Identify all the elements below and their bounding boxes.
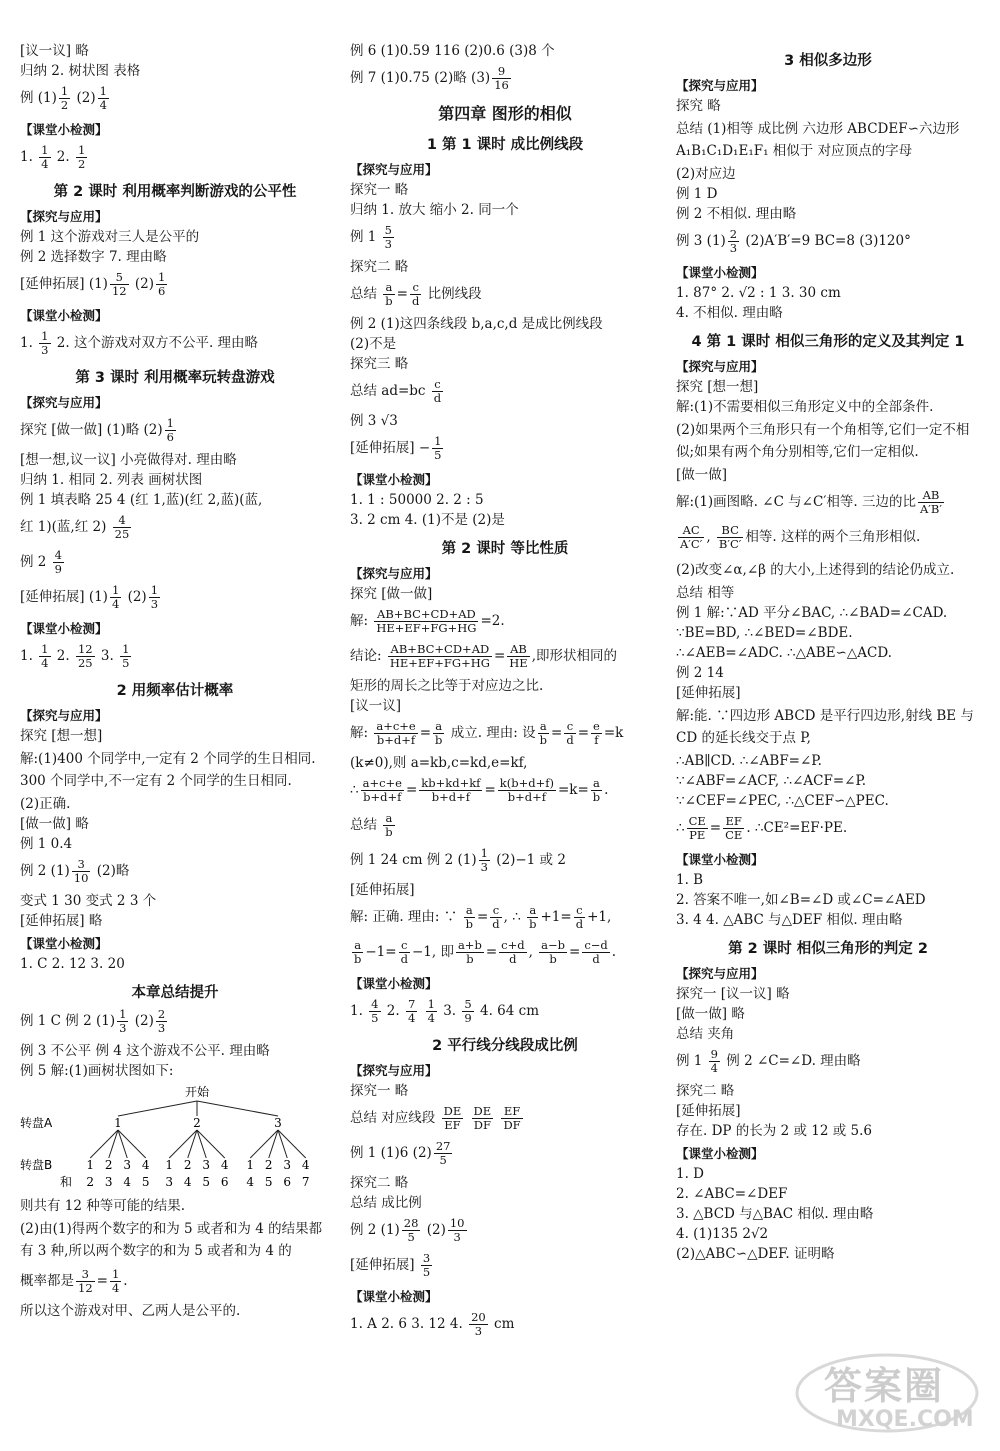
- summary-line: 归纳 2. 树状图 表格: [20, 63, 141, 79]
- lesson-heading: 第 2 课时 等比性质: [441, 541, 569, 557]
- tree-branch-line: [118, 1101, 197, 1116]
- answer-line: 1. C 2. 12 3. 20: [20, 956, 125, 972]
- solution-line: ∴ $\frac{a+c+e}{b+d+f}$ = $\frac{kb+kd+kf}{b+d+f}$ = $\frac{k(b+d+f)}{b+d+f}$ =k= $\frac{a}{b}$ .: [350, 776, 609, 804]
- tree-sum-value: 2: [86, 1175, 95, 1189]
- section-label: 【探究与应用】: [350, 566, 438, 581]
- proof-line: ∴AB∥CD. ∴∠ABF=∠P.: [676, 753, 822, 769]
- summary-line: 总结 ad=bc $\frac{c}{d}$: [350, 377, 442, 405]
- watermark-logo: [792, 1351, 982, 1437]
- example-line: 例 2 不相似. 理由略: [676, 206, 797, 222]
- section-label: 【探究与应用】: [20, 708, 108, 723]
- answer-column-3: [676, 40, 980, 1266]
- discuss-line: [议一议]: [350, 698, 402, 714]
- tree-sum-value: 4: [183, 1175, 192, 1189]
- proof-text: 解:能. ∵四边形 ABCD 是平行四边形,射线 BE 与 CD 的延长线交于点 P,: [676, 708, 974, 746]
- probability-line: 概率都是 $\frac{3}{12}$ = $\frac{1}{4}$ .: [20, 1267, 128, 1295]
- section-label: 【课堂小检测】: [20, 308, 108, 323]
- tree-node-a: 1: [114, 1116, 122, 1130]
- explore-line: 探究 [想一想]: [676, 379, 759, 395]
- example-line: 红 1)(蓝,红 2) $\frac{4}{25}$: [20, 513, 130, 541]
- result-line: 则共有 12 种等可能的结果.: [20, 1198, 186, 1214]
- example-line: 例 2 (1) $\frac{28}{5}$ (2) $\frac{10}{3}$: [350, 1216, 465, 1244]
- example-line: 例 2 $\frac{4}{9}$: [20, 548, 62, 576]
- tree-node-b: 3: [202, 1158, 211, 1172]
- tree-node-b: 4: [141, 1158, 150, 1172]
- answer-line: 1. $\frac{1}{3}$ 2. 这个游戏对双方不公平. 理由略: [20, 329, 259, 357]
- tree-sum-value: 5: [264, 1175, 273, 1189]
- summary-text: 总结 (1)相等 成比例 六边形 ABCDEF∽六边形 A₁B₁C₁D₁E₁F₁ 相似于 对应顶点的字母: [676, 121, 960, 159]
- answer-line: (2)△ABC∽△DEF. 证明略: [676, 1246, 835, 1262]
- example-line: 例 2 (1) $\frac{3}{10}$ (2)略: [20, 857, 130, 885]
- tree-node-b: 2: [104, 1158, 113, 1172]
- section-label: 【课堂小检测】: [20, 936, 108, 951]
- summary-line: 总结 $\frac{a}{b}$: [350, 811, 393, 839]
- answer-column-1: [20, 40, 330, 1323]
- tree-node-b: 3: [123, 1158, 132, 1172]
- tree-node-b: 4: [220, 1158, 229, 1172]
- tree-sum-value: 3: [104, 1175, 113, 1189]
- solution-line: 解:(1)画图略. ∠C 与∠C′相等. 三边的比 $\frac{AB}{A'B'}$: [676, 488, 942, 516]
- section-label: 【课堂小检测】: [676, 852, 764, 867]
- explore-line: 探究二 略: [350, 259, 409, 275]
- summary-line: (2)对应边: [676, 166, 736, 182]
- summary-line: 总结 相等: [676, 585, 735, 601]
- example-line: 例 7 (1)0.75 (2)略 (3) $\frac{9}{16}$: [350, 64, 509, 92]
- tree-sum-value: 7: [301, 1175, 310, 1189]
- proof-line: ∵∠ABF=∠ACF, ∴∠ACF=∠P.: [676, 773, 867, 789]
- chapter-heading: 第四章 图形的相似: [438, 104, 572, 123]
- solution-text: (2)正确.: [20, 796, 71, 812]
- solution-text: 解:(1)400 个同学中,一定有 2 个同学的生日相同. 300 个同学中,不一定有 2 个同学的生日相同.: [20, 751, 316, 789]
- answer-line: 1. A 2. 6 3. 12 4. $\frac{20}{3}$ cm: [350, 1310, 515, 1338]
- section-label: 【探究与应用】: [350, 1063, 438, 1078]
- example-line: 例 1 $\frac{9}{4}$ 例 2 ∠C=∠D. 理由略: [676, 1047, 861, 1075]
- explore-line: 探究 [做一做] (1)略 (2) $\frac{1}{6}$: [20, 416, 174, 444]
- section-label: 【课堂小检测】: [20, 621, 108, 636]
- example-line: 例 2 (1)这四条线段 b,a,c,d 是成比例线段: [350, 316, 603, 332]
- extension-line: [延伸拓展] (1) $\frac{1}{4}$ (2) $\frac{1}{3}$: [20, 583, 159, 611]
- lesson-heading: 4 第 1 课时 相似三角形的定义及其判定 1: [691, 334, 965, 350]
- tree-node-b: 2: [264, 1158, 273, 1172]
- answer-line: 3. 2 cm 4. (1)不是 (2)是: [350, 512, 505, 528]
- extension-line: [延伸拓展] − $\frac{1}{5}$: [350, 434, 442, 462]
- answer-line: 4. 不相似. 理由略: [676, 305, 783, 321]
- example-line: 例 1 D: [676, 186, 718, 202]
- answer-line: 1. $\frac{1}{4}$ 2. $\frac{1}{2}$: [20, 143, 86, 171]
- extension-line: [延伸拓展] $\frac{3}{5}$: [350, 1251, 431, 1279]
- section-label: 【探究与应用】: [676, 78, 764, 93]
- extension-line: [延伸拓展]: [676, 1103, 741, 1119]
- answer-line: 3. △BCD 与△BAC 相似. 理由略: [676, 1206, 874, 1222]
- conclusion-line: 所以这个游戏对甲、乙两人是公平的.: [20, 1303, 241, 1319]
- activity-line: [做一做]: [676, 467, 728, 483]
- tree-sum-value: 4: [123, 1175, 132, 1189]
- example-line: 例 6 (1)0.59 116 (2)0.6 (3)8 个: [350, 43, 555, 59]
- tree-node-b: 1: [165, 1158, 174, 1172]
- answer-line: 1. D: [676, 1166, 704, 1182]
- tree-sum-value: 5: [202, 1175, 211, 1189]
- solution-line: $\frac{a}{b}$ −1= $\frac{c}{d}$ −1, 即 $\frac{a+b}{b}$ = $\frac{c+d}{d}$ , $\frac{a-b}{b}$ = $\frac{c-d}{d}$ .: [354, 938, 617, 966]
- watermark-url: MXQE.COM: [836, 1407, 974, 1432]
- section-label: 【课堂小检测】: [676, 1146, 764, 1161]
- explore-line: 探究一 [议一议] 略: [676, 986, 790, 1002]
- tree-sum-value: 6: [283, 1175, 292, 1189]
- tree-sum-value: 6: [220, 1175, 229, 1189]
- conclusion-line: 矩形的周长之比等于对应边之比.: [350, 678, 544, 694]
- extension-answer: 存在. DP 的长为 2 或 12 或 5.6: [676, 1123, 872, 1139]
- answer-line: 1. B: [676, 872, 704, 888]
- explore-line: 探究 [做一做]: [350, 586, 433, 602]
- lesson-heading: 第 3 课时 利用概率玩转盘游戏: [75, 370, 275, 386]
- extension-line: [延伸拓展] 略: [20, 913, 103, 929]
- tree-node-a: 2: [193, 1116, 201, 1130]
- tree-node-b: 4: [301, 1158, 310, 1172]
- example-line: 例 1 C 例 2 (1) $\frac{1}{3}$ (2) $\frac{2}{3}$: [20, 1007, 166, 1035]
- explore-line: 探究三 略: [350, 356, 409, 372]
- lesson-heading: 2 平行线分线段成比例: [432, 1038, 578, 1054]
- watermark-title: 答案圈: [824, 1364, 945, 1408]
- activity-line: [做一做] 略: [676, 1006, 745, 1022]
- example-line: 例 1 0.4: [20, 836, 73, 852]
- answer-line: 1. 87° 2. √2 : 1 3. 30 cm: [676, 285, 841, 301]
- summary-line: 归纳 1. 放大 缩小 2. 同一个: [350, 202, 519, 218]
- lesson-heading: 第 2 课时 相似三角形的判定 2: [728, 941, 928, 957]
- tree-diagram: [20, 1083, 330, 1195]
- explore-line: 探究一 略: [350, 1083, 409, 1099]
- example-line: 例 3 √3: [350, 413, 398, 429]
- tree-sum-value: 4: [246, 1175, 255, 1189]
- example-line: 例 1 填表略 25 4 (红 1,蓝)(红 2,蓝)(蓝,: [20, 492, 263, 508]
- solution-text: (2)如果两个三角形只有一个角相等,它们一定不相似;如果有两个角分别相等,它们一定相似.: [676, 422, 970, 460]
- solution-text: (2)改变∠α,∠β 的大小,上述得到的结论仍成立.: [676, 562, 955, 578]
- tree-node-b: 1: [246, 1158, 255, 1172]
- discuss-line: [想一想,议一议] 小亮做得对. 理由略: [20, 452, 237, 468]
- example-line: 例 3 不公平 例 4 这个游戏不公平. 理由略: [20, 1043, 270, 1059]
- section-label: 【课堂小检测】: [20, 122, 108, 137]
- explore-line: 探究 略: [676, 98, 721, 114]
- proof-line: ∵BE=BD, ∴∠BED=∠BDE.: [676, 625, 853, 641]
- example-line: 例 (1) $\frac{1}{2}$ (2) $\frac{1}{4}$: [20, 84, 107, 112]
- example-line: 例 1 $\frac{5}{3}$: [350, 223, 392, 251]
- tree-start-label: 开始: [184, 1085, 210, 1099]
- lesson-heading: 2 用频率估计概率: [116, 683, 234, 699]
- summary-line: 总结 成比例: [350, 1195, 422, 1211]
- lesson-heading: 1 第 1 课时 成比例线段: [426, 137, 584, 153]
- answer-column-2: [350, 40, 660, 1346]
- tree-sum-value: 5: [141, 1175, 150, 1189]
- example-line: 例 2 14: [676, 665, 724, 681]
- section-label: 【探究与应用】: [350, 162, 438, 177]
- example-line: 例 5 解:(1)画树状图如下:: [20, 1063, 174, 1079]
- answer-line: 1. $\frac{4}{5}$ 2. $\frac{7}{4}$ $\frac{1}{4}$ 3. $\frac{5}{9}$ 4. 64 cm: [350, 997, 540, 1025]
- summary-line: 总结 对应线段 $\frac{DE}{EF}$ $\frac{DE}{DF}$ $\frac{EF}{DF}$: [350, 1104, 521, 1132]
- section-label: 【课堂小检测】: [350, 976, 438, 991]
- section-label: 【探究与应用】: [20, 395, 108, 410]
- proof-line: ∴ $\frac{CE}{PE}$ = $\frac{EF}{CE}$ . ∴CE²=EF·PE.: [676, 814, 848, 842]
- section-label: 【课堂小检测】: [676, 265, 764, 280]
- explore-line: 探究二 略: [350, 1175, 409, 1191]
- solution-line: 解:(1)不需要相似三角形定义中的全部条件.: [676, 399, 934, 415]
- tree-node-b: 3: [283, 1158, 292, 1172]
- solution-line: $\frac{AC}{A'C'}$ , $\frac{BC}{B'C'}$ 相等. 这样的两个三角形相似.: [680, 523, 921, 551]
- tree-branch-line: [197, 1101, 278, 1116]
- conclusion-line: 结论: $\frac{AB+BC+CD+AD}{HE+EF+FG+HG}$ = $\frac{AB}{HE}$ ,即形状相同的: [350, 642, 617, 670]
- lesson-heading: 第 2 课时 利用概率判断游戏的公平性: [53, 184, 297, 200]
- sum-row-label: 和: [60, 1175, 73, 1189]
- extension-line: [延伸拓展] (1) $\frac{5}{12}$ (2) $\frac{1}{6}$: [20, 270, 166, 298]
- section-label: 【探究与应用】: [676, 966, 764, 981]
- solution-line: 解: $\frac{a+c+e}{b+d+f}$ = $\frac{a}{b}$ 成立. 理由: 设 $\frac{a}{b}$ = $\frac{c}{d}$ = $\frac{e}{f}$ =k: [350, 719, 624, 747]
- example-line: 例 3 (1) $\frac{2}{3}$ (2)A′B′=9 BC=8 (3)120°: [676, 227, 911, 255]
- discuss-line: [议一议] 略: [20, 43, 89, 59]
- tree-node-b: 1: [86, 1158, 95, 1172]
- section-label: 【课堂小检测】: [350, 472, 438, 487]
- turntable-b-label: 转盘B: [20, 1158, 53, 1172]
- proof-line: 例 1 解:∵AD 平分∠BAC, ∴∠BAD=∠CAD.: [676, 605, 948, 621]
- answer-line: 1. $\frac{1}{4}$ 2. $\frac{12}{25}$ 3. $\frac{1}{5}$: [20, 642, 130, 670]
- solution-line: 解: 正确. 理由: ∵ $\frac{a}{b}$ = $\frac{c}{d}$ , ∴ $\frac{a}{b}$ +1= $\frac{c}{d}$ +1,: [350, 903, 612, 931]
- answer-line: 1. 1 : 50000 2. 2 : 5: [350, 492, 484, 508]
- solution-line: (k≠0),则 a=kb,c=kd,e=kf,: [350, 755, 528, 771]
- example-line: 例 1 这个游戏对三人是公平的: [20, 229, 200, 245]
- answer-line: 3. 4 4. △ABC 与△DEF 相似. 理由略: [676, 912, 903, 928]
- section-label: 【探究与应用】: [20, 209, 108, 224]
- chapter-summary-heading: 本章总结提升: [131, 985, 219, 1001]
- extension-line: [延伸拓展]: [676, 685, 741, 701]
- tree-sum-value: 3: [165, 1175, 174, 1189]
- example-line: 例 2 选择数字 7. 理由略: [20, 249, 167, 265]
- example-line: 例 1 (1)6 (2) $\frac{27}{5}$: [350, 1139, 451, 1167]
- section-label: 【探究与应用】: [676, 359, 764, 374]
- answer-line: 2. ∠ABC=∠DEF: [676, 1186, 788, 1202]
- explore-line: 探究一 略: [350, 182, 409, 198]
- summary-line: 总结 $\frac{a}{b}$ = $\frac{c}{d}$ 比例线段: [350, 280, 482, 308]
- turntable-a-label: 转盘A: [20, 1116, 53, 1130]
- answer-line: 2. 答案不唯一,如∠B=∠D 或∠C=∠AED: [676, 892, 926, 908]
- solution-text: (2)由(1)得两个数字的和为 5 或者和为 4 的结果都有 3 种,所以两个数字的和为 5 或者和为 4 的: [20, 1221, 323, 1259]
- example-line: (2)不是: [350, 336, 397, 352]
- lesson-heading: 3 相似多边形: [784, 53, 872, 69]
- section-label: 【课堂小检测】: [350, 1289, 438, 1304]
- activity-line: [做一做] 略: [20, 816, 89, 832]
- tree-node-a: 3: [274, 1116, 282, 1130]
- summary-line: 总结 夹角: [676, 1026, 735, 1042]
- tree-node-b: 2: [183, 1158, 192, 1172]
- proof-line: ∴∠AEB=∠ADC. ∴△ABE∽△ACD.: [676, 645, 892, 661]
- proof-line: ∵∠CEF=∠PEC, ∴△CEF∽△PEC.: [676, 793, 889, 809]
- explore-line: 探究 [想一想]: [20, 728, 103, 744]
- answer-line: 4. (1)135 2√2: [676, 1226, 769, 1242]
- summary-line: 归纳 1. 相同 2. 列表 画树状图: [20, 472, 203, 488]
- variant-line: 变式 1 30 变式 2 3 个: [20, 893, 157, 909]
- extension-line: [延伸拓展]: [350, 882, 415, 898]
- solution-line: 解: $\frac{AB+BC+CD+AD}{HE+EF+FG+HG}$ =2.: [350, 607, 505, 635]
- explore-line: 探究二 略: [676, 1083, 735, 1099]
- example-line: 例 1 24 cm 例 2 (1) $\frac{1}{3}$ (2)−1 或 2: [350, 846, 566, 874]
